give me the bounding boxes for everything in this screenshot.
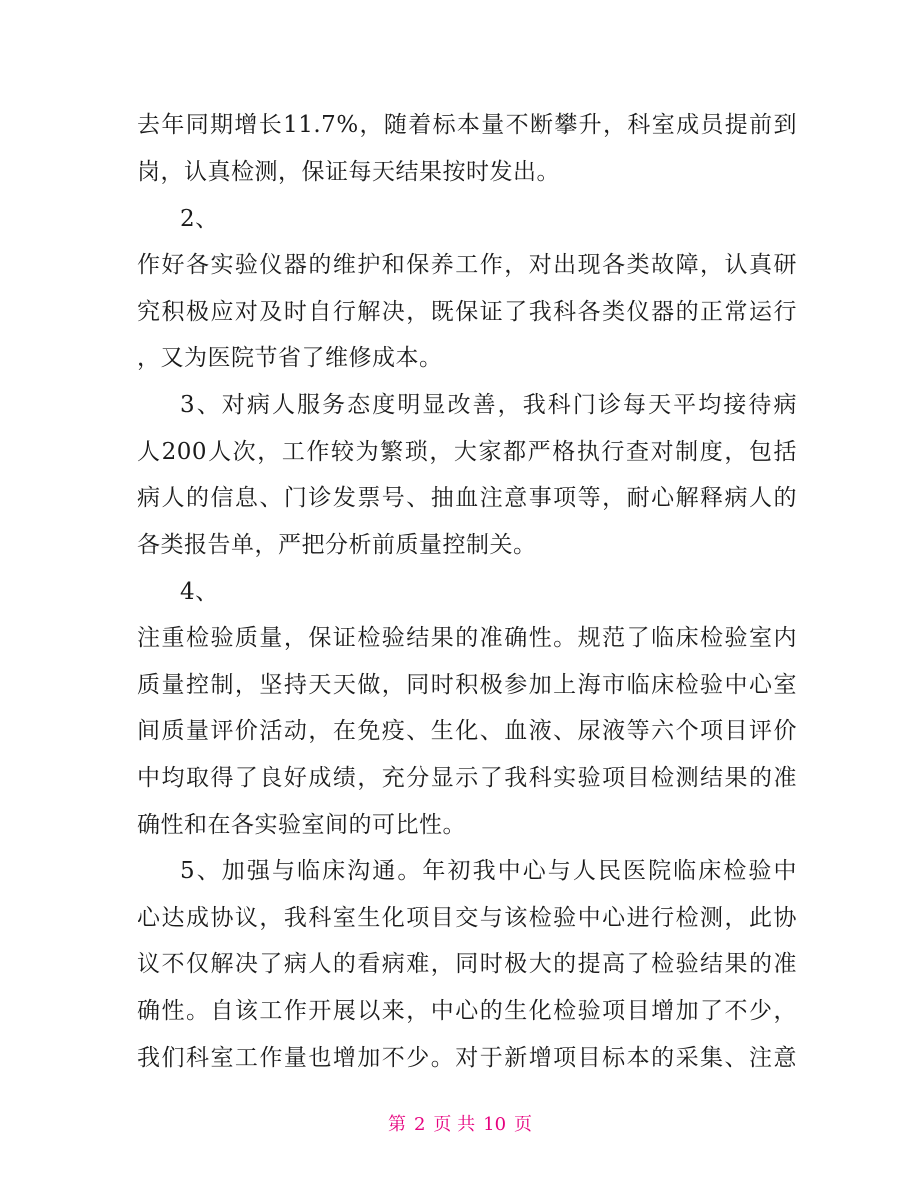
text-line: 岗，认真检测，保证每天结果按时发出。 [137,159,560,185]
text-line: 确性。自该工作开展以来，中心的生化检验项目增加了不少， [137,998,797,1024]
page-footer [0,1113,920,1137]
text-line: 病人的信息、门诊发票号、抽血注意事项等，耐心解释病人的 [137,485,797,511]
text-line: 人200人次，工作较为繁琐，大家都严格执行查对制度，包括 [137,439,797,465]
text-line: 心达成协议，我科室生化项目交与该检验中心进行检测，此协 [137,905,797,931]
footer-prefix: 第 [387,1114,406,1135]
list-number: 2、 [180,206,219,232]
text-line: 议不仅解决了病人的看病难，同时极大的提高了检验结果的准 [137,951,797,977]
text-line: 确性和在各实验室间的可比性。 [137,812,466,838]
text-line: 质量控制，坚持天天做，同时积极参加上海市临床检验中心室 [137,672,797,698]
footer-suffix: 页 [514,1114,533,1135]
text-line: 中均取得了良好成绩，充分显示了我科实验项目检测结果的准 [137,765,797,791]
text-line: 我们科室工作量也增加不少。对于新增项目标本的采集、注意 [137,1045,797,1071]
total-page-number: 10 [483,1114,507,1135]
text-line: 作好各实验仪器的维护和保养工作，对出现各类故障，认真研 [137,252,797,278]
text-line: 各类报告单，严把分析前质量控制关。 [137,532,537,558]
current-page-number: 2 [413,1114,426,1135]
text-line: 究积极应对及时自行解决，既保证了我科各类仪器的正常运行 [137,299,797,325]
footer-middle: 页 共 [433,1114,476,1135]
text-line: 注重检验质量，保证检验结果的准确性。规范了临床检验室内 [137,625,797,651]
list-number: 4、 [180,579,219,605]
text-line: 间质量评价活动，在免疫、生化、血液、尿液等六个项目评价 [137,718,797,744]
text-line: 去年同期增长11.7%，随着标本量不断攀升，科室成员提前到 [137,112,797,138]
text-line: 5、加强与临床沟通。年初我中心与人民医院临床检验中 [180,858,797,884]
text-line: 3、对病人服务态度明显改善，我科门诊每天平均接待病 [180,392,797,418]
text-line: ，又为医院节省了维修成本。 [137,345,443,371]
